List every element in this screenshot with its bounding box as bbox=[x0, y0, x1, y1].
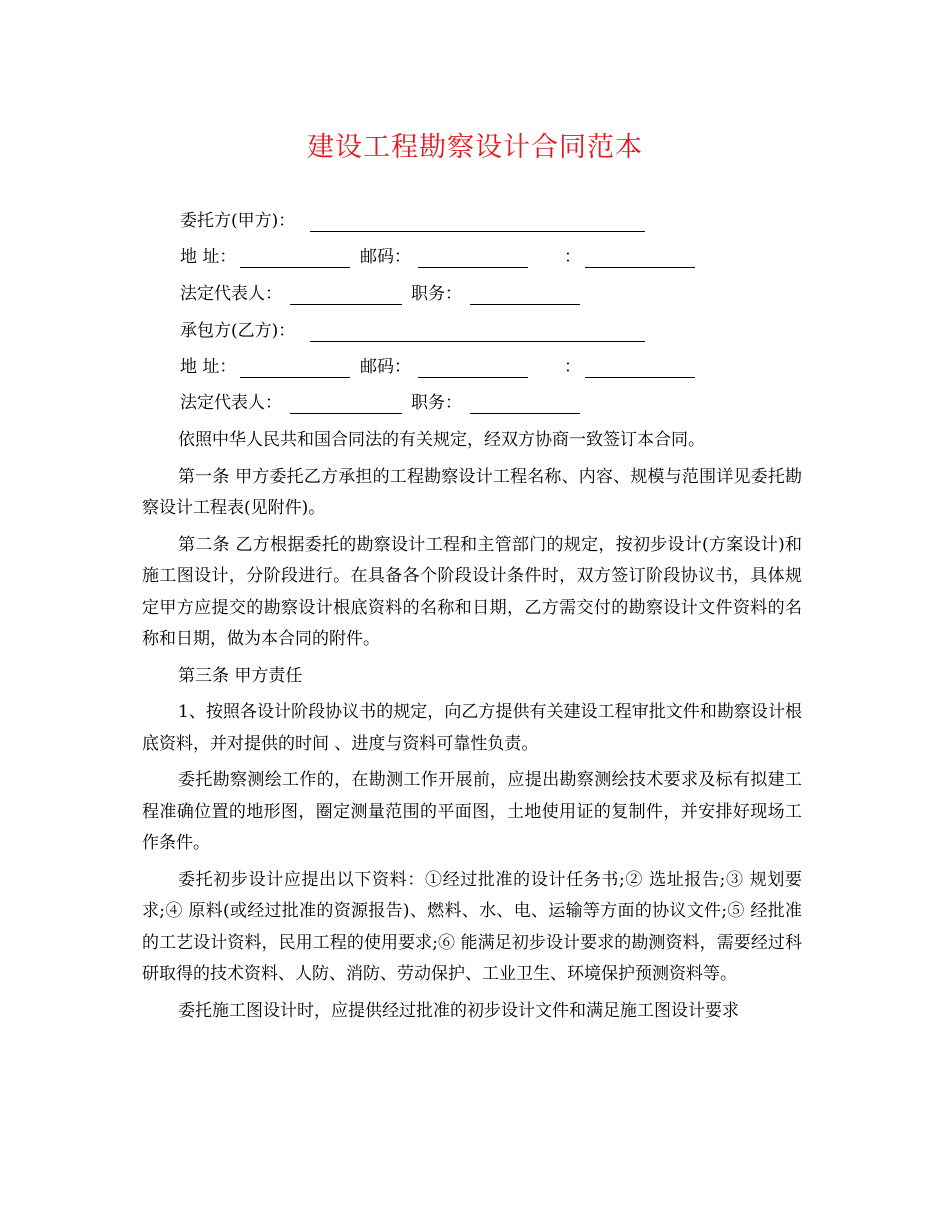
party-a-position-label: 职务： bbox=[411, 284, 462, 304]
party-b-blank[interactable] bbox=[310, 319, 645, 342]
party-b-position-blank[interactable] bbox=[470, 391, 580, 414]
party-b-phone-label: ： bbox=[564, 357, 581, 377]
party-b-position-label: 职务： bbox=[411, 393, 462, 413]
party-a-blank[interactable] bbox=[310, 209, 645, 232]
party-b-label: 承包方(乙方)： bbox=[180, 321, 296, 341]
party-b-postcode-blank[interactable] bbox=[418, 355, 528, 378]
party-a-address-label: 地 址： bbox=[180, 247, 237, 267]
paragraph-article-2: 第二条 乙方根据委托的勘察设计工程和主管部门的规定，按初步设计(方案设计)和施工图设计，分阶段进行。在具备各个阶段设计条件时，双方签订阶段协议书，具体规定甲方应提交的勘察设计根底资料的名称和日期，乙方需交付的勘察设计文件资料的名称和日期，做为本合同的附件。 bbox=[142, 534, 802, 649]
paragraph-article-3-heading: 第三条 甲方责任 bbox=[178, 665, 303, 686]
party-a-phone-label: ： bbox=[564, 247, 581, 267]
party-a-legal-rep-blank[interactable] bbox=[290, 282, 402, 305]
party-b-legal-rep-blank[interactable] bbox=[290, 391, 402, 414]
paragraph-clause-1: 1、按照各设计阶段协议书的规定，向乙方提供有关建设工程审批文件和勘察设计根底资料，并对提供的时间 、进度与资料可靠性负责。 bbox=[142, 702, 802, 754]
party-a-phone-blank[interactable] bbox=[585, 245, 695, 268]
party-b-address-label: 地 址： bbox=[180, 357, 237, 377]
paragraph-construction-drawing: 委托施工图设计时，应提供经过批准的初步设计文件和满足施工图设计要求 bbox=[178, 1000, 739, 1021]
paragraph-intro: 依照中华人民共和国合同法的有关规定，经双方协商一致签订本合同。 bbox=[178, 430, 705, 450]
party-a-position-blank[interactable] bbox=[470, 282, 580, 305]
party-b-legal-rep-label: 法定代表人： bbox=[180, 393, 282, 413]
paragraph-survey: 委托勘察测绘工作的，在勘测工作开展前，应提出勘察测绘技术要求及标有拟建工程准确位置的地形图，圈定测量范围的平面图，土地使用证的复制件，并安排好现场工作条件。 bbox=[142, 770, 802, 853]
party-b-address-blank[interactable] bbox=[240, 355, 350, 378]
party-a-postcode-blank[interactable] bbox=[418, 245, 528, 268]
paragraph-preliminary-design: 委托初步设计应提出以下资料：①经过批准的设计任务书;② 选址报告;③ 规划要求;④ 原料(或经过批准的资源报告)、燃料、水、电、运输等方面的协议文件;⑤ 经批准的工艺设计资料，民用工程的使用要求;⑥ 能满足初步设计要求的勘测资料，需要经过科研取得的技术资料、人防、消防、劳动保护、工业卫生、环境保护预测资料等。 bbox=[142, 869, 802, 984]
paragraph-article-1: 第一条 甲方委托乙方承担的工程勘察设计工程名称、内容、规模与范围详见委托勘察设计工程表(见附件)。 bbox=[142, 466, 802, 518]
party-b-phone-blank[interactable] bbox=[585, 355, 695, 378]
party-a-label: 委托方(甲方)： bbox=[180, 211, 296, 231]
document-title: 建设工程勘察设计合同范本 bbox=[307, 132, 643, 163]
party-a-address-blank[interactable] bbox=[240, 245, 350, 268]
party-b-postcode-label: 邮码： bbox=[360, 357, 411, 377]
party-a-legal-rep-label: 法定代表人： bbox=[180, 284, 282, 304]
contract-body bbox=[142, 425, 802, 1027]
party-a-postcode-label: 邮码： bbox=[360, 247, 411, 267]
